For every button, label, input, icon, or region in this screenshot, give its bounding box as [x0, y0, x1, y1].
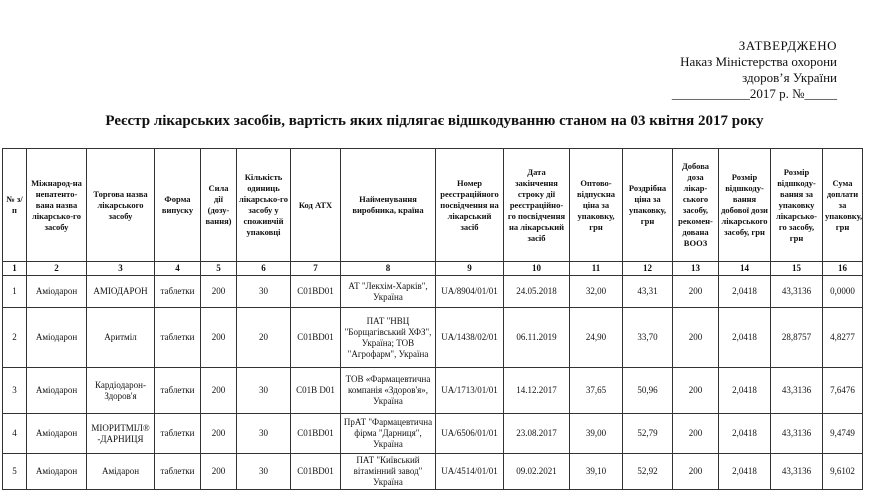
- table-cell: Аритміл: [87, 308, 155, 368]
- table-cell: 30: [237, 368, 291, 414]
- column-header: Найменування виробника, країна: [341, 149, 436, 262]
- column-number: 14: [719, 262, 771, 276]
- table-cell: 200: [673, 276, 719, 308]
- table-cell: 200: [673, 308, 719, 368]
- table-cell: 24,90: [570, 308, 623, 368]
- table-cell: 2,0418: [719, 414, 771, 454]
- table-cell: 2,0418: [719, 368, 771, 414]
- approval-line-order: Наказ Міністерства охорони: [680, 54, 837, 69]
- table-cell: Аміодарон: [27, 276, 87, 308]
- column-header: Добова доза лікар-ського засобу, рекомен-дована ВООЗ: [673, 149, 719, 262]
- table-cell: UA/6506/01/01: [436, 414, 504, 454]
- table-cell: 3: [3, 368, 27, 414]
- column-number: 1: [3, 262, 27, 276]
- table-cell: 2,0418: [719, 276, 771, 308]
- table-cell: таблетки: [155, 308, 201, 368]
- column-header: Торгова назва лікарського засобу: [87, 149, 155, 262]
- table-cell: 39,10: [570, 454, 623, 490]
- table-cell: C01BD01: [291, 414, 341, 454]
- column-header: Розмір відшкоду-вання добової дози лікарського засобу, грн: [719, 149, 771, 262]
- table-cell: Аміодарон: [27, 368, 87, 414]
- table-cell: АТ "Лекхім-Харків", Україна: [341, 276, 436, 308]
- table-cell: 200: [673, 454, 719, 490]
- column-header: № з/п: [3, 149, 27, 262]
- table-cell: 43,31: [623, 276, 673, 308]
- table-cell: 20: [237, 308, 291, 368]
- table-cell: 52,92: [623, 454, 673, 490]
- table-cell: 23.08.2017: [504, 414, 570, 454]
- approval-line-date: ____________2017 р. №_____: [671, 86, 837, 101]
- table-cell: C01B D01: [291, 368, 341, 414]
- table-cell: 200: [201, 276, 237, 308]
- table-cell: 43,3136: [771, 276, 823, 308]
- table-cell: 06.11.2019: [504, 308, 570, 368]
- column-header: Міжнарод-на непатенто-вана назва лікарсько-го засобу: [27, 149, 87, 262]
- table-cell: 30: [237, 454, 291, 490]
- column-number: 3: [87, 262, 155, 276]
- table-cell: UA/4514/01/01: [436, 454, 504, 490]
- column-number: 2: [27, 262, 87, 276]
- table-cell: 43,3136: [771, 368, 823, 414]
- approval-title: ЗАТВЕРДЖЕНО: [738, 38, 837, 53]
- table-cell: АМІОДАРОН: [87, 276, 155, 308]
- column-header: Оптово-відпускна ціна за упаковку, грн: [570, 149, 623, 262]
- table-cell: 2,0418: [719, 308, 771, 368]
- column-header: Код АТХ: [291, 149, 341, 262]
- column-header: Номер реєстраційного посвідчення на лікарський засіб: [436, 149, 504, 262]
- document-title: Реєстр лікарських засобів, вартість яких підлягає відшкодуванню станом на 03 квітня 2017 року: [105, 113, 764, 129]
- table-cell: 37,65: [570, 368, 623, 414]
- table-cell: 7,6476: [823, 368, 863, 414]
- table-cell: Аміодарон: [27, 414, 87, 454]
- column-number: 10: [504, 262, 570, 276]
- column-number: 11: [570, 262, 623, 276]
- column-header: Форма випуску: [155, 149, 201, 262]
- table-cell: 5: [3, 454, 27, 490]
- table-cell: 2: [3, 308, 27, 368]
- approval-block: [672, 38, 837, 102]
- table-cell: таблетки: [155, 414, 201, 454]
- table-cell: 39,00: [570, 414, 623, 454]
- column-header: Роздрібна ціна за упаковку, грн: [623, 149, 673, 262]
- table-cell: 28,8757: [771, 308, 823, 368]
- column-header: Розмір відшкоду-вання за упаковку лікарсько-го засобу, грн: [771, 149, 823, 262]
- column-number-row: [3, 262, 863, 276]
- column-number: 15: [771, 262, 823, 276]
- column-number: 5: [201, 262, 237, 276]
- table-cell: таблетки: [155, 454, 201, 490]
- table-cell: UA/1438/02/01: [436, 308, 504, 368]
- table-cell: C01BD01: [291, 454, 341, 490]
- table-cell: таблетки: [155, 276, 201, 308]
- table-cell: 2,0418: [719, 454, 771, 490]
- table-cell: 09.02.2021: [504, 454, 570, 490]
- table-cell: 30: [237, 414, 291, 454]
- table-cell: 9,6102: [823, 454, 863, 490]
- table-cell: 52,79: [623, 414, 673, 454]
- table-cell: 43,3136: [771, 414, 823, 454]
- table-cell: Амідарон: [87, 454, 155, 490]
- column-number: 13: [673, 262, 719, 276]
- table-body: [3, 276, 863, 490]
- table-cell: 24.05.2018: [504, 276, 570, 308]
- table-cell: C01BD01: [291, 276, 341, 308]
- column-number: 6: [237, 262, 291, 276]
- column-header: Сила дії (дозу-вання): [201, 149, 237, 262]
- column-number: 7: [291, 262, 341, 276]
- table-cell: МІОРИТМІЛ® -ДАРНИЦЯ: [87, 414, 155, 454]
- table-cell: 200: [201, 454, 237, 490]
- table-cell: 9,4749: [823, 414, 863, 454]
- column-number: 4: [155, 262, 201, 276]
- table-cell: 4,8277: [823, 308, 863, 368]
- table-cell: Аміодарон: [27, 454, 87, 490]
- column-number: 16: [823, 262, 863, 276]
- table-cell: ПАТ "Київський вітамінний завод" Україна: [341, 454, 436, 490]
- table-cell: 14.12.2017: [504, 368, 570, 414]
- table-cell: C01BD01: [291, 308, 341, 368]
- table-row: [3, 308, 863, 368]
- table-cell: ПАТ "НВЦ "Борщагівський ХФЗ", Україна; ТОВ "Агрофарм", Україна: [341, 308, 436, 368]
- table-cell: 50,96: [623, 368, 673, 414]
- table-cell: 30: [237, 276, 291, 308]
- table-cell: 32,00: [570, 276, 623, 308]
- table-cell: UA/1713/01/01: [436, 368, 504, 414]
- table-cell: 43,3136: [771, 454, 823, 490]
- table-row: [3, 454, 863, 490]
- table-cell: 200: [201, 414, 237, 454]
- table-cell: UA/8904/01/01: [436, 276, 504, 308]
- table-cell: ПрАТ "Фармацевтична фірма "Дарниця", Україна: [341, 414, 436, 454]
- table-cell: 200: [201, 368, 237, 414]
- table-cell: 200: [201, 308, 237, 368]
- column-header: Сума доплати за упаковку, грн: [823, 149, 863, 262]
- column-header: Кількість одиниць лікарсько-го засобу у споживчій упаковці: [237, 149, 291, 262]
- column-header: Дата закінчення строку дії реєстраційно-го посвідчення на лікарський засіб: [504, 149, 570, 262]
- column-number: 12: [623, 262, 673, 276]
- table-cell: 200: [673, 368, 719, 414]
- table-row: [3, 414, 863, 454]
- table-cell: таблетки: [155, 368, 201, 414]
- table-cell: Аміодарон: [27, 308, 87, 368]
- table-cell: 4: [3, 414, 27, 454]
- table-cell: 200: [673, 414, 719, 454]
- column-number: 9: [436, 262, 504, 276]
- table-row: [3, 276, 863, 308]
- approval-line-ministry: здоров’я України: [742, 70, 837, 85]
- column-number: 8: [341, 262, 436, 276]
- drug-registry-table: [2, 148, 863, 490]
- table-cell: ТОВ «Фармацевтична компанія «Здоров'я», Україна: [341, 368, 436, 414]
- table-cell: Кардіодарон-Здоров'я: [87, 368, 155, 414]
- table-cell: 1: [3, 276, 27, 308]
- table-row: [3, 368, 863, 414]
- table-cell: 0,0000: [823, 276, 863, 308]
- table-header-row: [3, 149, 863, 262]
- table-cell: 33,70: [623, 308, 673, 368]
